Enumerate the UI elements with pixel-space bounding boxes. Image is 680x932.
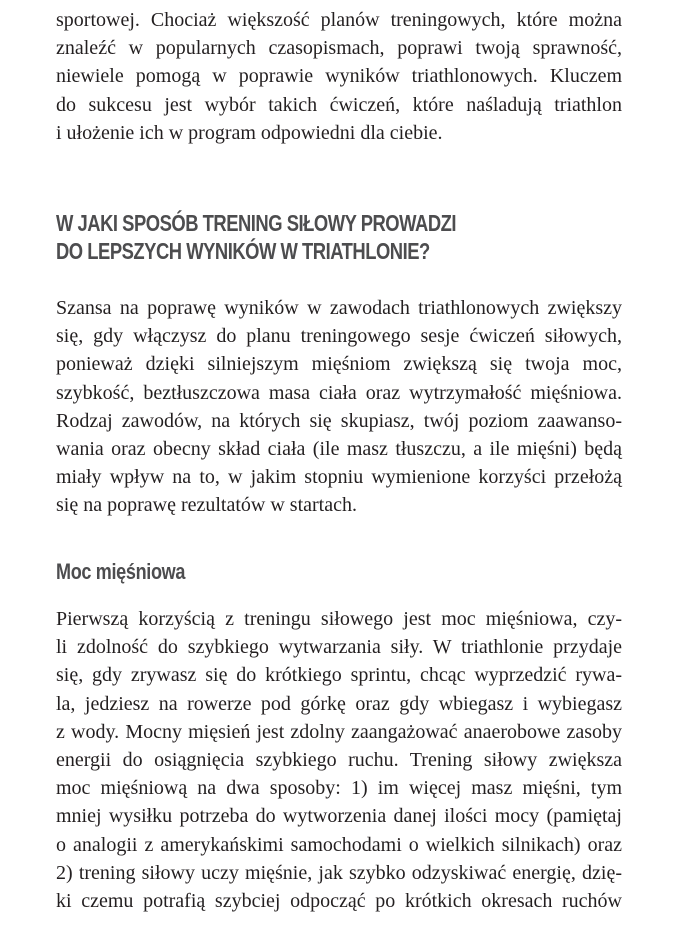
text-line: wania oraz obecny skład ciała (ile masz tłuszczu, a ile mięśni) będą [56,437,622,460]
paragraph-strength-training [56,294,622,520]
section-heading-line: DO LEPSZYCH WYNIKÓW W TRIATHLONIE? [56,238,430,264]
paragraph-intro [56,6,622,147]
text-line: znaleźć w popularnych czasopismach, poprawi twoją sprawność, [56,37,622,60]
text-line: się, gdy zrywasz się do krótkiego sprintu, chcąc wyprzedzić rywa- [56,664,622,687]
text-line: Szansa na poprawę wyników w zawodach triathlonowych zwiększy [56,297,622,319]
section-heading [56,209,622,265]
text-line: Rodzaj zawodów, na których się skupiasz, twój poziom zaawanso- [56,409,622,432]
text-line: sportowej. Chociaż większość planów treningowych, które można [56,9,622,31]
text-line: mniej wysiłku potrzeba do wytworzenia danej ilości mocy (pamiętaj [56,805,622,828]
text-line: 2) trening siłowy uczy mięśnie, jak szybko odzyskiwać energię, dzię- [56,861,622,884]
text-line: ponieważ dzięki silniejszym mięśniom zwiększą się twoja moc, [56,353,622,376]
text-line: ki czemu potrafią szybciej odpocząć po krótkich okresach ruchów [56,889,622,912]
text-line: do sukcesu jest wybór takich ćwiczeń, które naśladują triathlon [56,93,622,116]
subsection-heading-text: Moc mięśniowa [56,559,186,584]
text-line: moc mięśniową na dwa sposoby: 1) im więcej masz mięśni, tym [56,777,622,800]
text-line: z wody. Mocny mięsień jest zdolny zaangażować anaerobowe zasoby [56,720,622,743]
text-line: li zdolność do szybkiego wytwarzania siły. W triathlonie przydaje [56,636,622,659]
text-line: się, gdy włączysz do planu treningowego sesje ćwiczeń siłowych, [56,325,622,348]
text-line: energii do osiągnięcia szybkiego ruchu. Trening siłowy zwiększa [56,748,622,771]
text-line: miały wpływ na to, w jakim stopniu wymienione korzyści przełożą [56,466,622,489]
section-heading-line: W JAKI SPOSÓB TRENING SIŁOWY PROWADZI [56,210,457,236]
subsection-heading [56,558,622,586]
paragraph-muscle-power [56,605,622,915]
text-line: Pierwszą korzyścią z treningu siłowego jest moc mięśniowa, czy- [56,608,622,630]
text-line: się na poprawę rezultatów w startach. [56,494,357,517]
text-line: niewiele pomogą w poprawie wyników triathlonowych. Kluczem [56,65,622,88]
text-line: szybkość, beztłuszczowa masa ciała oraz wytrzymałość mięśniowa. [56,381,622,404]
text-line: o analogii z amerykańskimi samochodami o wielkich silnikach) oraz [56,833,622,856]
text-line: i ułożenie ich w program odpowiedni dla ciebie. [56,121,443,144]
text-line: la, jedziesz na rowerze pod górkę oraz gdy wbiegasz i wybiegasz [56,692,622,715]
